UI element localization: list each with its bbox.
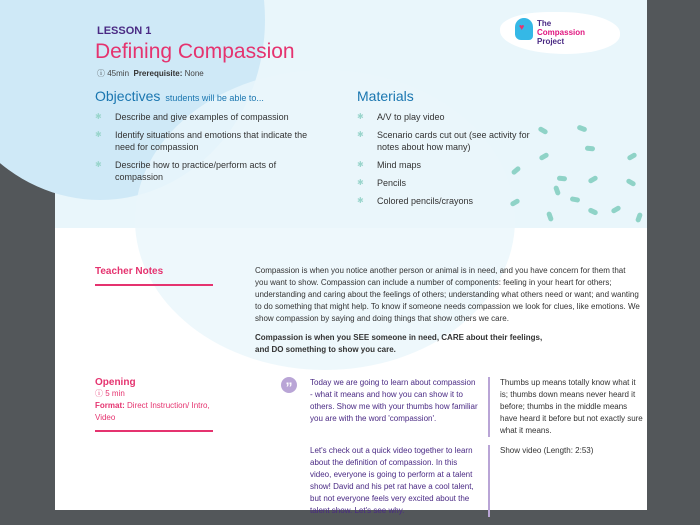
teacher-notes-heading: Teacher Notes — [95, 266, 164, 277]
divider — [95, 284, 213, 286]
opening-note-2: Show video (Length: 2:53) — [488, 445, 645, 517]
decorative-dash — [610, 205, 621, 214]
script-row — [310, 445, 645, 517]
teacher-notes-text: Compassion is when you notice another person or animal is in need, and you have concern for them that you want to show. Compassion can include a number of components: feeling in your heart for others; understanding and caring about the feelings of others; understanding what others need or want; and wanting to do something that might help. To know if someone needs compassion we look for clues, like emotions. We show compassion by saying and doing things that show others we care. — [255, 266, 640, 323]
compassion-definition: Compassion is when you SEE someone in need, CARE about their feelings, and DO something to show you care. — [255, 333, 543, 354]
materials-list — [357, 111, 547, 207]
script-row — [310, 377, 645, 437]
list-item: ✱ Pencils — [357, 177, 547, 189]
decorative-dash — [625, 178, 636, 187]
page-title: Defining Compassion — [95, 40, 295, 63]
materials-heading: Materials — [357, 88, 414, 104]
opening-heading: Opening — [95, 377, 136, 388]
objectives-section — [95, 88, 355, 189]
objectives-heading: Objectives students will be able to... — [95, 88, 264, 104]
decorative-dash — [576, 124, 587, 132]
opening-script-1: Today we are going to learn about compassion - what it means and how you can show it to others. Show me with your thumbs how familiar you are with the word 'compassion'. — [310, 378, 478, 423]
list-item: ✱ Describe and give examples of compassion — [95, 111, 315, 123]
list-item: ✱ A/V to play video — [357, 111, 547, 123]
opening-info — [95, 377, 220, 432]
logo-head-icon: ♥ — [515, 18, 533, 40]
clock-icon: ⓘ — [95, 389, 103, 398]
document-page — [55, 0, 647, 515]
divider — [95, 430, 213, 432]
materials-section — [357, 88, 557, 213]
list-item: ✱ Colored pencils/crayons — [357, 195, 547, 207]
logo: The Compassion Project — [537, 19, 586, 46]
decorative-dash — [557, 176, 567, 182]
decorative-dash — [585, 146, 595, 152]
decorative-dash — [587, 207, 598, 216]
list-item: ✱ Mind maps — [357, 159, 547, 171]
teacher-notes-body — [255, 265, 640, 356]
opening-script-2: Let's check out a quick video together to learn about the definition of compassion. In this video, everyone is going to perform at a talent show! David and his pet rat have a cool talent, but not everyone feels very excited about the talent show. Let's see why. — [310, 446, 474, 515]
lesson-meta — [97, 68, 204, 79]
opening-duration: ⓘ 5 min — [95, 389, 125, 398]
lesson-header — [55, 0, 647, 228]
decorative-dash — [570, 196, 581, 203]
objectives-list — [95, 111, 315, 183]
opening-script — [310, 377, 645, 525]
list-item: ✱ Describe how to practice/perform acts of compassion — [95, 159, 315, 183]
opening-note-1: Thumbs up means totally know what it is; thumbs down means never heard it before; thumbs in the middle means have heard it before but not exactly sure what it means. — [488, 377, 645, 437]
prereq-value: None — [184, 69, 204, 78]
quote-icon: ” — [281, 377, 297, 393]
list-item: ✱ Scenario cards cut out (see activity for notes about how many) — [357, 129, 547, 153]
lesson-label: LESSON 1 — [97, 25, 152, 37]
duration: 45min — [107, 69, 130, 78]
prereq-label: Prerequisite: — [133, 69, 183, 78]
decorative-dash — [587, 175, 598, 184]
clock-icon: ⓘ — [97, 69, 105, 78]
list-item: ✱ Identify situations and emotions that indicate the need for compassion — [95, 129, 315, 153]
decorative-dash — [626, 152, 637, 161]
decorative-dash — [635, 212, 643, 223]
opening-format: Format: Direct Instruction/ Intro, Video — [95, 401, 210, 422]
